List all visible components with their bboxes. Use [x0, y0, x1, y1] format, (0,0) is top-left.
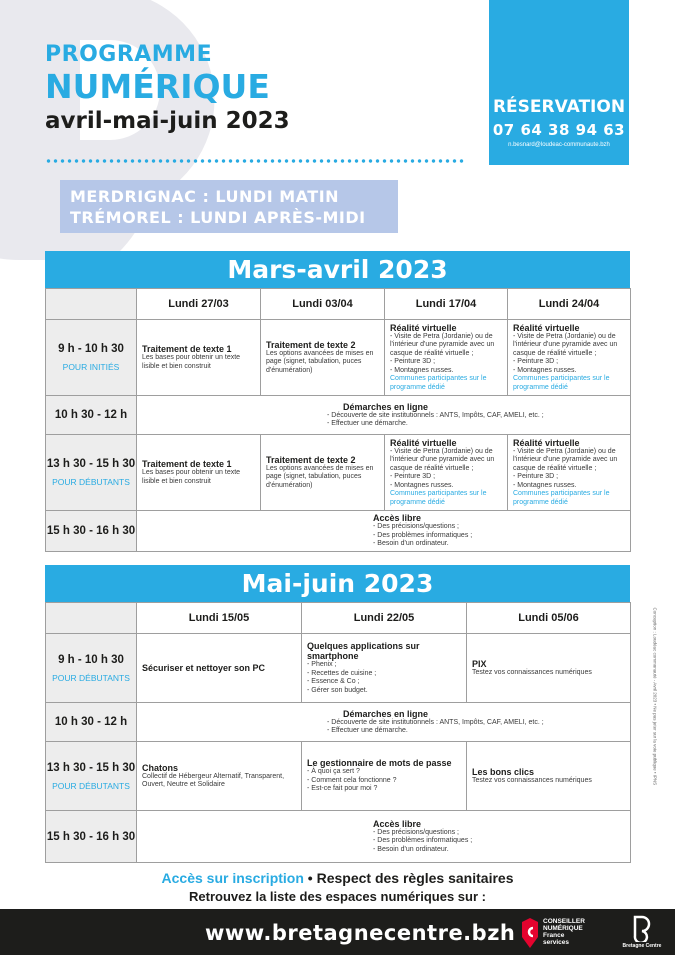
session-title: Accès libre — [373, 513, 422, 524]
session-note: Communes participantes sur le programme dédié — [513, 490, 610, 506]
reservation-phone[interactable]: 07 64 38 94 63 — [492, 121, 626, 139]
logo-line: services — [543, 939, 570, 946]
footer-sanitaire: Respect des règles sanitaires — [316, 870, 514, 886]
day-header: Lundi 15/05 — [137, 603, 302, 634]
session-title: Traitement de texte 1 — [142, 344, 232, 354]
time-slot — [46, 435, 137, 511]
session-item: - Des précisions/questions ; — [373, 828, 459, 836]
location-merdrignac: MERDRIGNAC : LUNDI MATIN — [70, 187, 340, 206]
dotted-divider — [45, 158, 465, 164]
conseiller-numerique-text — [543, 918, 585, 946]
session-cell — [261, 320, 385, 396]
time-label: 15 h 30 - 16 h 30 — [46, 525, 136, 537]
session-title: Réalité virtuelle — [513, 437, 580, 448]
session-item: - Découverte de site institutionnels : ANTS, Impôts, CAF, AMELI, etc. ; — [327, 411, 544, 419]
session-item: - Effectuer une démarche. — [327, 727, 408, 734]
session-desc: Testez vos connaissances numériques — [472, 668, 592, 676]
session-cell — [508, 435, 631, 511]
session-item: - Des problèmes informatiques ; — [373, 837, 473, 845]
logo-line: CONSEILLER — [543, 918, 585, 925]
table-row — [46, 396, 631, 435]
table-row — [46, 435, 631, 511]
conseiller-numerique-logo — [521, 916, 611, 950]
session-item: - Comment cela fonctionne ? — [307, 776, 397, 784]
conseiller-numerique-icon — [521, 917, 539, 949]
session-item: - Peinture 3D ; — [513, 358, 559, 366]
reservation-box — [489, 0, 629, 165]
side-credit — [650, 600, 660, 800]
logo-line: France — [543, 932, 565, 939]
schedule-table-mars-avril — [45, 288, 631, 552]
day-header: Lundi 03/04 — [261, 289, 385, 320]
session-item: - Découverte de site institutionnels : ANTS, Impôts, CAF, AMELI, etc. ; — [327, 718, 544, 726]
session-title: Traitement de texte 2 — [266, 454, 356, 465]
session-cell — [385, 435, 508, 511]
location-tremorel: TRÉMOREL : LUNDI APRÈS-MIDI — [70, 208, 366, 227]
session-item: - Effectuer une démarche. — [327, 420, 408, 427]
level-label: POUR DÉBUTANTS — [52, 780, 130, 791]
title-line-3: avril-mai-juin 2023 — [45, 108, 290, 134]
header-corner — [46, 603, 137, 634]
session-cell — [467, 634, 631, 703]
session-title: Chatons — [142, 762, 178, 773]
bottom-bar — [0, 909, 675, 955]
table-row — [46, 634, 631, 703]
session-title: Le gestionnaire de mots de passe — [307, 758, 452, 769]
reservation-label: RÉSERVATION — [492, 97, 626, 117]
session-item: - Montagnes russes. — [513, 366, 577, 374]
table-row — [46, 811, 631, 863]
section-title-mai-juin: Mai-juin 2023 — [45, 565, 630, 602]
session-cell — [137, 435, 261, 511]
session-item: - Montagnes russes. — [390, 366, 454, 374]
day-header: Lundi 27/03 — [137, 289, 261, 320]
session-cell — [137, 320, 261, 396]
session-cell — [302, 634, 467, 703]
session-cell — [137, 396, 631, 435]
reservation-email[interactable]: n.besnard@loudeac-communaute.bzh — [508, 142, 610, 148]
level-label: POUR DÉBUTANTS — [52, 477, 130, 487]
session-note: Communes participantes sur le programme dédié — [390, 375, 487, 391]
side-credit-text: Conception : Loudéac communauté - Avril 2023 • Ne pas jeter sur la voie publique • IPNS — [652, 607, 658, 786]
time-slot — [46, 742, 137, 811]
header-corner — [46, 289, 137, 320]
day-header: Lundi 17/04 — [385, 289, 508, 320]
session-item: - Essence & Co ; — [307, 678, 360, 685]
title-line-2: NUMÉRIQUE — [45, 67, 270, 106]
table-row — [46, 511, 631, 552]
session-cell — [261, 435, 385, 511]
level-label: POUR DÉBUTANTS — [52, 672, 130, 683]
locations-box — [60, 180, 398, 233]
time-label: 9 h - 10 h 30 — [58, 653, 124, 666]
footer-inscription: Accès sur inscription — [161, 870, 304, 886]
session-item: - Phenix ; — [307, 661, 337, 668]
table-row — [46, 320, 631, 396]
session-cell — [385, 320, 508, 396]
session-item: - Visite de Petra (Jordanie) ou de l'intérieur d'une pyramide avec un casque de réalité virtuelle ; — [513, 332, 618, 357]
session-desc: Les bases pour obtenir un texte lisible et bien construit — [142, 469, 241, 485]
session-item: - Visite de Petra (Jordanie) ou de l'intérieur d'une pyramide avec un casque de réalité virtuelle ; — [513, 447, 618, 472]
session-item: - Des précisions/questions ; — [373, 523, 459, 531]
table-row — [46, 742, 631, 811]
session-item: - Montagnes russes. — [390, 481, 454, 489]
session-title: Démarches en ligne — [343, 401, 429, 412]
session-cell — [302, 742, 467, 811]
session-note: Communes participantes sur le programme dédié — [390, 490, 487, 506]
time-slot — [46, 320, 137, 396]
session-item: - Besoin d'un ordinateur. — [373, 540, 449, 548]
time-slot — [46, 511, 137, 552]
session-item: - À quoi ça sert ? — [307, 768, 360, 776]
session-item: - Peinture 3D ; — [513, 473, 559, 481]
session-cell — [137, 811, 631, 863]
time-slot — [46, 811, 137, 863]
day-header: Lundi 05/06 — [467, 603, 631, 634]
session-item: - Peinture 3D ; — [390, 473, 436, 481]
time-slot — [46, 396, 137, 435]
time-label: 13 h 30 - 15 h 30 — [46, 458, 136, 470]
session-title: Réalité virtuelle — [390, 437, 457, 448]
level-label: POUR INITIÉS — [62, 362, 120, 372]
session-desc: Les options avancées de mises en page (signet, tabulation, puces d'énumération) — [266, 349, 374, 374]
session-title: Démarches en ligne — [343, 708, 429, 719]
day-header: Lundi 22/05 — [302, 603, 467, 634]
session-title: Réalité virtuelle — [390, 322, 457, 333]
session-cell — [137, 634, 302, 703]
session-desc: Testez vos connaissances numériques — [472, 776, 592, 784]
section-title-mars-avril: Mars-avril 2023 — [45, 251, 630, 288]
session-cell — [137, 511, 631, 552]
session-note: Communes participantes sur le programme dédié — [513, 375, 610, 391]
website-link[interactable]: www.bretagnecentre.bzh — [205, 921, 516, 945]
session-item: - Des problèmes informatiques ; — [373, 531, 473, 539]
time-label: 10 h 30 - 12 h — [54, 409, 128, 421]
footer-notice — [0, 870, 675, 886]
session-item: - Peinture 3D ; — [390, 358, 436, 366]
session-title: Accès libre — [373, 818, 422, 829]
footer-retrouvez: Retrouvez la liste des espaces numériques sur : — [189, 889, 486, 904]
schedule-table-mai-juin — [45, 602, 631, 863]
time-slot — [46, 703, 137, 742]
session-item: - Besoin d'un ordinateur. — [373, 845, 449, 853]
session-title: Traitement de texte 1 — [142, 459, 232, 469]
session-title: PIX — [472, 658, 487, 669]
table-row — [46, 703, 631, 742]
table-header-row — [46, 289, 631, 320]
session-title: Traitement de texte 2 — [266, 339, 356, 350]
time-label: 13 h 30 - 15 h 30 — [46, 761, 136, 774]
time-label: 10 h 30 - 12 h — [54, 716, 128, 728]
session-cell — [137, 703, 631, 742]
session-item: - Est-ce fait pour moi ? — [307, 785, 378, 793]
logo-line: NUMÉRIQUE — [543, 925, 583, 932]
session-title: Quelques applications sur smartphone — [307, 641, 420, 661]
bretagne-centre-icon — [629, 914, 655, 942]
table-header-row — [46, 603, 631, 634]
session-cell — [508, 320, 631, 396]
title-line-1: PROGRAMME — [45, 42, 213, 67]
session-desc: Les bases pour obtenir un texte lisible et bien construit — [142, 354, 241, 370]
session-desc: Les options avancées de mises en page (signet, tabulation, puces d'énumération) — [266, 464, 374, 489]
session-title: Sécuriser et nettoyer son PC — [142, 663, 266, 673]
time-label: 9 h - 10 h 30 — [58, 343, 124, 355]
session-title: Réalité virtuelle — [513, 322, 580, 333]
session-item: - Montagnes russes. — [513, 481, 577, 489]
bretagne-centre-text: Bretagne Centre — [622, 943, 662, 949]
day-header: Lundi 24/04 — [508, 289, 631, 320]
footer-bullet: • — [303, 870, 317, 886]
time-label: 15 h 30 - 16 h 30 — [46, 830, 136, 843]
session-item: - Recettes de cuisine ; — [307, 669, 377, 677]
session-item: - Visite de Petra (Jordanie) ou de l'intérieur d'une pyramide avec un casque de réalité virtuelle ; — [390, 447, 495, 472]
time-slot — [46, 634, 137, 703]
session-item: - Visite de Petra (Jordanie) ou de l'intérieur d'une pyramide avec un casque de réalité virtuelle ; — [390, 332, 495, 357]
session-cell — [137, 742, 302, 811]
programme-title — [45, 42, 345, 135]
session-desc: Collectif de Hébergeur Alternatif, Transparent, Ouvert, Neutre et Solidaire — [142, 772, 285, 788]
session-item: - Gérer son budget. — [307, 686, 368, 694]
session-title: Les bons clics — [472, 766, 535, 777]
session-cell — [467, 742, 631, 811]
bretagne-centre-logo — [618, 912, 666, 952]
